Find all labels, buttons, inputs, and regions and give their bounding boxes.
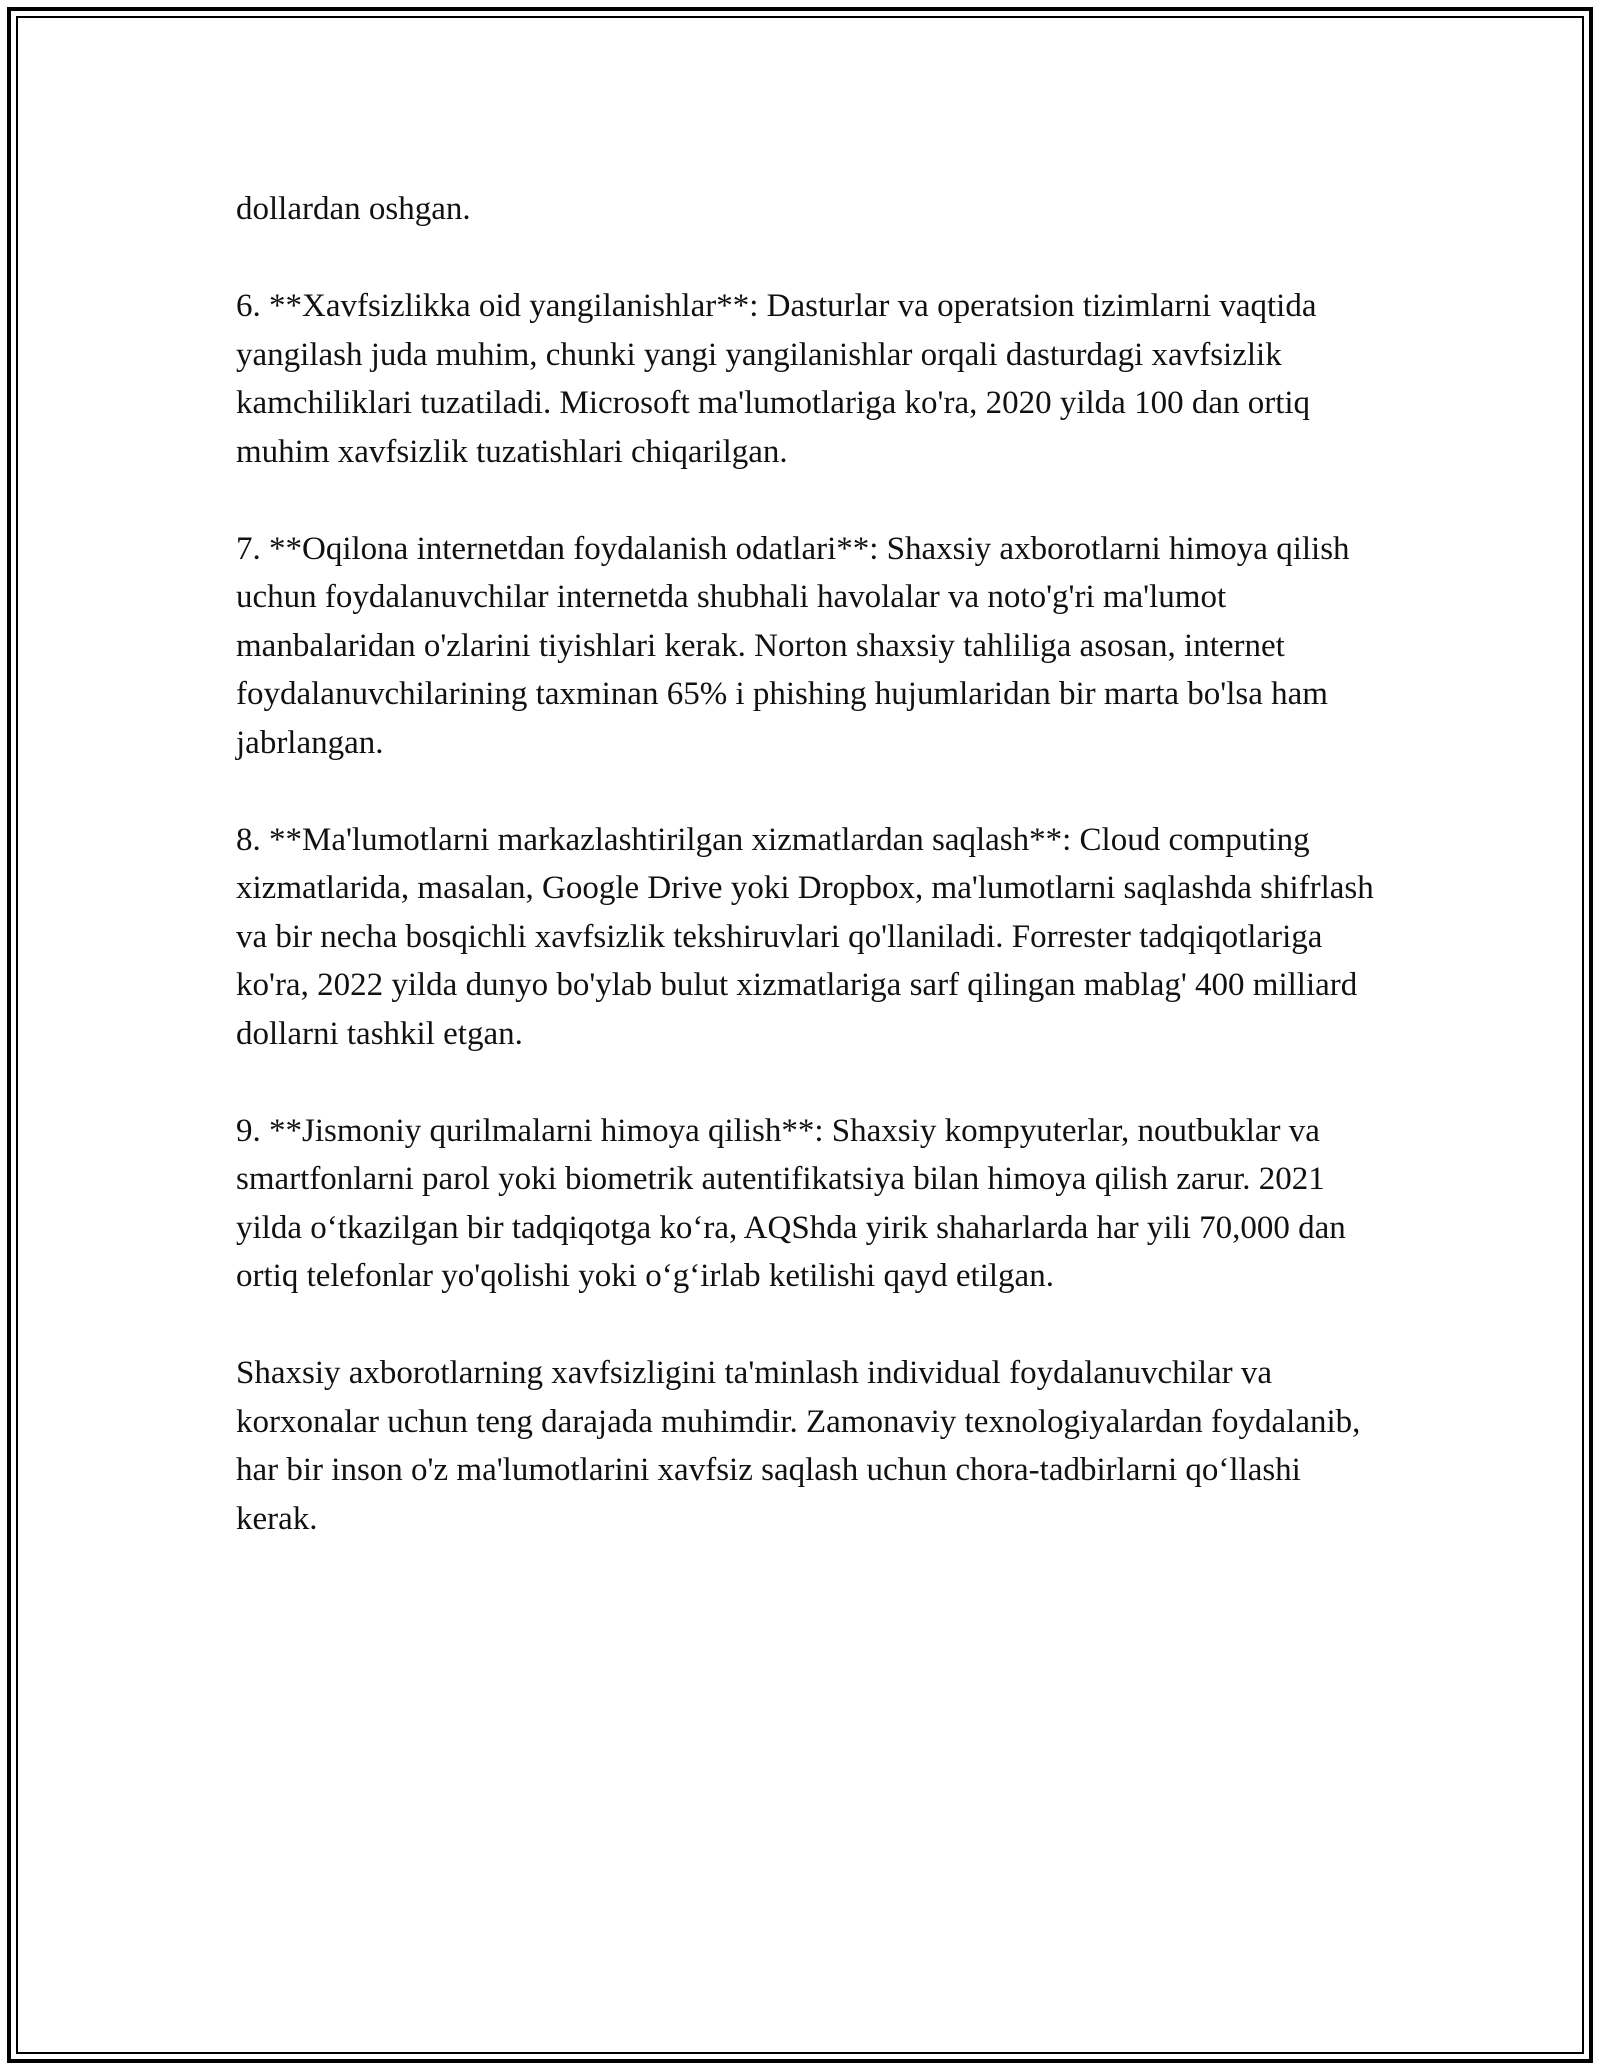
paragraph-item-7: 7. **Oqilona internetdan foydalanish odatlari**: Shaxsiy axborotlarni himoya qilish uchun foydalanuvchilar internetda shubhali havolalar va noto'g'ri ma'lumot manbalaridan o'zlarini tiyishlari kerak. Norton shaxsiy tahliliga asosan, internet foydalanuvchilarining taxminan 65% i phishing hujumlaridan bir marta bo'lsa ham jabrlangan. <box>236 530 1350 761</box>
paragraph-continuation: dollardan oshgan. <box>236 191 471 227</box>
paragraph-item-9: 9. **Jismoniy qurilmalarni himoya qilish**: Shaxsiy kompyuterlar, noutbuklar va smartfonlarni parol yoki biometrik autentifikatsiya bilan himoya qilish zarur. 2021 yilda oʻtkazilgan bir tadqiqotga koʻra, AQShda yirik shaharlarda har yili 70,000 dan ortiq telefonlar yo'qolishi yoki oʻgʻirlab ketilishi qayd etilgan. <box>236 1112 1346 1294</box>
paragraph-conclusion: Shaxsiy axborotlarning xavfsizligini ta'minlash individual foydalanuvchilar va korxonalar uchun teng darajada muhimdir. Zamonaviy texnologiyalardan foydalanib, har bir inson o'z ma'lumotlarini xavfsiz saqlash uchun chora-tadbirlarni qoʻllashi kerak. <box>236 1355 1361 1537</box>
paragraph-item-8: 8. **Ma'lumotlarni markazlashtirilgan xizmatlardan saqlash**: Cloud computing xizmatlarida, masalan, Google Drive yoki Dropbox, ma'lumotlarni saqlashda shifrlash va bir necha bosqichli xavfsizlik tekshiruvlari qo'llaniladi. Forrester tadqiqotlariga ko'ra, 2022 yilda dunyo bo'ylab bulut xizmatlariga sarf qilingan mablag' 400 milliard dollarni tashkil etgan. <box>236 821 1374 1052</box>
paragraph-item-6: 6. **Xavfsizlikka oid yangilanishlar**: Dasturlar va operatsion tizimlarni vaqtida yangilash juda muhim, chunki yangi yangilanishlar orqali dasturdagi xavfsizlik kamchiliklari tuzatiladi. Microsoft ma'lumotlariga ko'ra, 2020 yilda 100 dan ortiq muhim xavfsizlik tuzatishlari chiqarilgan. <box>236 288 1317 470</box>
document-body <box>236 185 1376 1592</box>
